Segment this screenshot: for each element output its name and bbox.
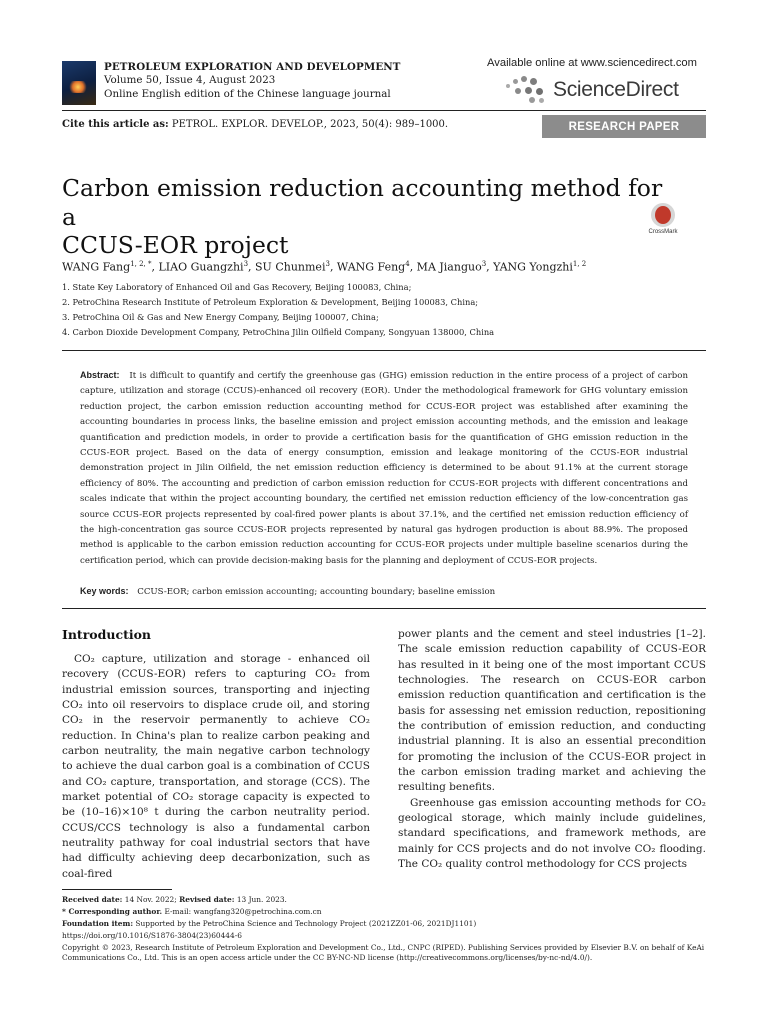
keywords-label: Key words: [80, 586, 129, 596]
citation-line [62, 119, 448, 130]
right-column-paragraph-1: power plants and the cement and steel industries [1–2]. The scale emission reduction capability of CCUS-EOR has resulted in it being one of the most important CCUS technologies. The research on CCUS-EOR carbon emission reduction quantification and certification is the basis for assessing net emission reduction, repositioning the contribution of emission reduction, and conducting industrial planning. It is also an essential precondition for promoting the inclusion of the CCUS-EOR project in the carbon emission trading market and achieving the resulting benefits. [398, 628, 706, 794]
crossmark-label: CrossMark [648, 229, 678, 235]
received-date: 14 Nov. 2022; [124, 895, 177, 904]
received-label: Received date: [62, 895, 123, 904]
footnote-foundation [62, 919, 708, 929]
sciencedirect-logo-icon [506, 76, 550, 106]
footnote-rule [62, 889, 172, 890]
crossmark-badge[interactable] [645, 203, 681, 239]
abstract-top-rule [62, 350, 706, 351]
abstract [80, 368, 688, 569]
available-online-link[interactable]: Available online at www.sciencedirect.com [487, 57, 697, 69]
section-heading-introduction: Introduction [62, 627, 152, 642]
copyright-notice: Copyright © 2023, Research Institute of Petroleum Exploration and Development Co., Ltd., CNPC (RIPED). Publishing Services provided by Elsevier B.V. on behalf of KeAi Communications Co., Ltd. This is an open access article under the CC BY-NC-ND license (http://creativecommons.org/licenses/by-nc-nd/4.0/). [62, 943, 705, 962]
right-column [398, 627, 706, 873]
abstract-label: Abstract: [80, 370, 120, 380]
affiliation-4: 4. Carbon Dioxide Development Company, PetroChina Jilin Oilfield Company, Songyuan 138000, China [62, 327, 495, 337]
abstract-text: It is difficult to quantify and certify the greenhouse gas (GHG) emission reduction in the entire process of a project of carbon capture, utilization and storage (CCUS)-enhanced oil recovery (EOR). Under the methodological framework for GHG voluntary emission reduction project, the carbon emission reduction accounting method for CCUS-EOR project was established after examining the accounting boundaries in process links, the baseline emission and project emission accounting methods, and the emission and leakage quantification and prediction models, in order to provide a certification basis for the quantification of GHG emission reduction in the CCUS-EOR project. Based on the data of energy consumption, emission and leakage monitoring of the CCUS-EOR industrial demonstration project in Jilin Oilfield, the net emission reduction efficiency is determined to be about 91.1% at the current storage efficiency of 80%. The accounting and prediction of carbon emission reduction for CCUS-EOR projects with different concentrations and scales indicate that within the project accounting boundary, the certified net emission reduction efficiency of the low-concentration gas source CCUS-EOR projects represented by coal-fired power plants is about 37.1%, and the certified net emission reduction efficiency of the high-concentration gas source CCUS-EOR projects represented by natural gas hydrogen production is about 88.9%. The proposed method is applicable to the carbon emission reduction accounting for CCUS-EOR projects under multiple baseline scenarios during the certification period, which can provide decision-making basis for the planning and deployment of CCUS-EOR projects. [80, 371, 688, 566]
revised-date: 13 Jun. 2023. [236, 895, 287, 904]
cite-label: Cite this article as: [62, 119, 169, 130]
author-list: WANG Fang$^{1, 2, *}$, LIAO Guangzhi$^3$, SU Chunmei$^3$, WANG Feng$^4$, MA Jianguo$^3$, YANG Yongzhi$^{1, 2}$ [62, 260, 587, 274]
revised-label: Revised date: [179, 895, 235, 904]
corresponding-email[interactable]: E-mail: wangfang320@petrochina.com.cn [164, 907, 322, 916]
journal-edition: Online English edition of the Chinese language journal [104, 88, 391, 100]
cite-text: PETROL. EXPLOR. DEVELOP., 2023, 50(4): 989–1000. [171, 119, 449, 130]
journal-cover-image [62, 61, 96, 105]
title-line-2: CCUS-EOR project [62, 231, 289, 259]
foundation-text: Supported by the PetroChina Science and Technology Project (2021ZZ01-06, 2021DJ1101) [135, 919, 477, 928]
footnote-dates [62, 895, 708, 905]
affiliation-1: 1. State Key Laboratory of Enhanced Oil and Gas Recovery, Beijing 100083, China; [62, 282, 412, 292]
title-line-1: Carbon emission reduction accounting method for a [62, 174, 663, 231]
foundation-label: Foundation item: [62, 919, 134, 928]
research-paper-badge: RESEARCH PAPER [542, 115, 706, 138]
header-rule [62, 110, 706, 111]
journal-volume: Volume 50, Issue 4, August 2023 [104, 74, 276, 86]
right-column-paragraph-2: Greenhouse gas emission accounting methods for CO₂ geological storage, which mainly include guidelines, standard specifications, and framework methods, are mainly for CCS projects and do not involve CO₂ flooding. The CO₂ quality control methodology for CCS projects [398, 796, 706, 871]
affiliation-3: 3. PetroChina Oil & Gas and New Energy Company, Beijing 100007, China; [62, 312, 379, 322]
crossmark-icon [651, 203, 675, 227]
doi-link[interactable]: https://doi.org/10.1016/S1876-3804(23)60444-6 [62, 931, 242, 940]
corresponding-label: * Corresponding author. [62, 907, 163, 916]
left-column [62, 652, 370, 882]
article-title [62, 174, 682, 260]
affiliation-2: 2. PetroChina Research Institute of Petroleum Exploration & Development, Beijing 100083, China; [62, 297, 479, 307]
keywords [80, 586, 495, 597]
keywords-text: CCUS-EOR; carbon emission accounting; accounting boundary; baseline emission [137, 587, 496, 597]
footnote-corresponding [62, 907, 708, 917]
abstract-bottom-rule [62, 608, 706, 609]
left-column-paragraph: CO₂ capture, utilization and storage - enhanced oil recovery (CCUS-EOR) refers to capturing CO₂ from industrial emission sources, transporting and injecting CO₂ into oil reservoirs to displace crude oil, and storing CO₂ in the reservoir permanently to achieve CO₂ reduction. In China's plan to realize carbon peaking and carbon neutrality, the main negative carbon technology to achieve the dual carbon goal is a combination of CCUS and CO₂ capture, transportation, and storage (CCS). The market potential of CO₂ storage capacity is expected to be (10–16)×10⁸ t during the carbon neutrality period. CCUS/CCS technology is also a fundamental carbon neutrality pathway for coal industrial sectors that have had difficulty achieving deep decarbonization, such as coal-fired [62, 653, 370, 880]
journal-name: PETROLEUM EXPLORATION AND DEVELOPMENT [104, 61, 401, 73]
sciencedirect-wordmark[interactable]: ScienceDirect [553, 78, 679, 101]
